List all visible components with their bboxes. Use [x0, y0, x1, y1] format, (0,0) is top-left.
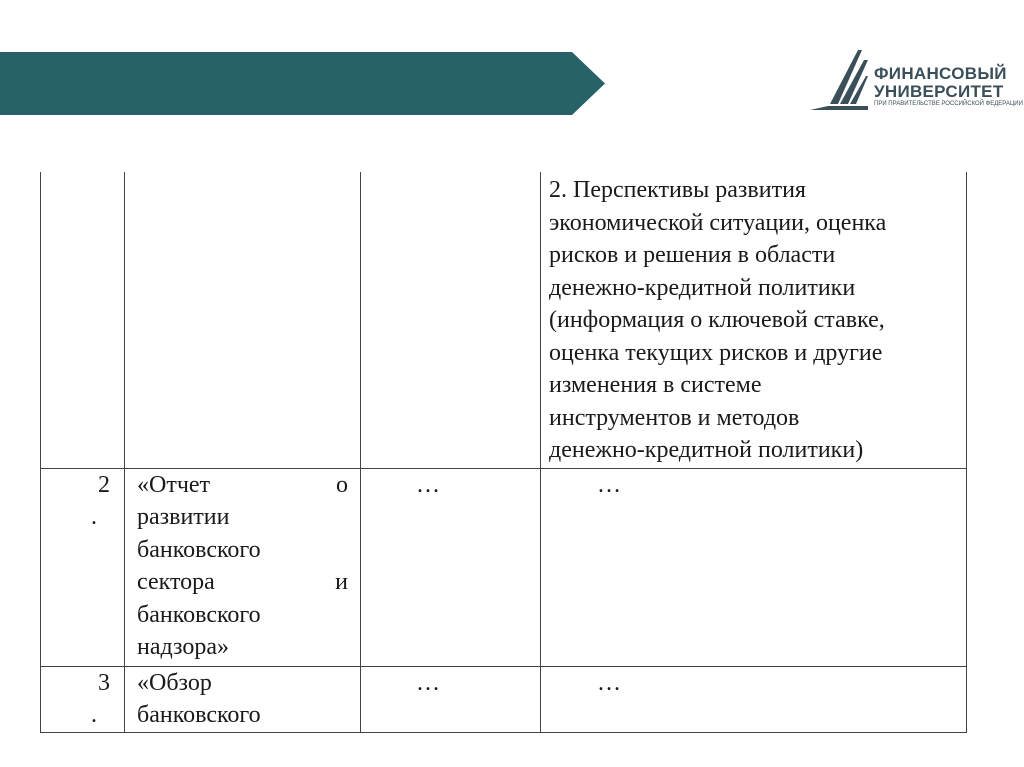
row-number-dot: . [91, 504, 97, 530]
cell-number [41, 172, 125, 468]
ellipsis: … [597, 669, 621, 696]
cell-col3 [361, 666, 541, 732]
cell-description [541, 172, 967, 468]
title-word: и [335, 569, 348, 595]
table-row [41, 468, 967, 666]
university-logo [808, 46, 1023, 114]
cell-col3 [361, 468, 541, 666]
logo-emblem-icon [808, 46, 870, 112]
title-line: «Обзор [137, 669, 212, 696]
logo-line2: УНИВЕРСИТЕТ [874, 82, 1004, 101]
title-word: сектора [137, 569, 215, 595]
logo-line1: ФИНАНСОВЫЙ [874, 64, 1007, 83]
desc-line: денежно-кредитной политики) [549, 437, 864, 463]
cell-number [41, 666, 125, 732]
title-line: банковского [137, 702, 261, 728]
row-number: 2 [98, 471, 110, 498]
ellipsis: … [416, 471, 440, 498]
row-number: 3 [98, 669, 110, 696]
table-row [41, 666, 967, 732]
desc-line: оценка текущих рисков и другие [549, 339, 883, 366]
desc-line: 2. Перспективы развития [549, 177, 806, 203]
title-word: о [336, 471, 348, 498]
title-line: банковского [137, 601, 261, 628]
ellipsis: … [416, 669, 440, 696]
desc-line: экономической ситуации, оценка [549, 209, 887, 236]
document-table [40, 172, 967, 733]
desc-line: денежно-кредитной политики [549, 274, 856, 301]
logo-line3: ПРИ ПРАВИТЕЛЬСТВЕ РОССИЙСКОЙ ФЕДЕРАЦИИ [874, 101, 1023, 107]
desc-line: рисков и решения в области [549, 242, 836, 268]
desc-line: изменения в системе [549, 372, 762, 398]
desc-line: (информация о ключевой ставке, [549, 307, 885, 333]
title-line: банковского [137, 536, 261, 563]
table-row [41, 172, 967, 468]
cell-title [125, 172, 361, 468]
header-banner [0, 52, 605, 115]
cell-title [125, 666, 361, 732]
title-word: «Отчет [137, 471, 211, 498]
title-line: развитии [137, 504, 230, 530]
cell-col3 [361, 172, 541, 468]
cell-description [541, 468, 967, 666]
cell-number [41, 468, 125, 666]
desc-line: инструментов и методов [549, 404, 800, 431]
row-number-dot: . [91, 702, 97, 728]
cell-title [125, 468, 361, 666]
cell-description [541, 666, 967, 732]
ellipsis: … [597, 471, 621, 498]
title-line: надзора» [137, 634, 229, 660]
